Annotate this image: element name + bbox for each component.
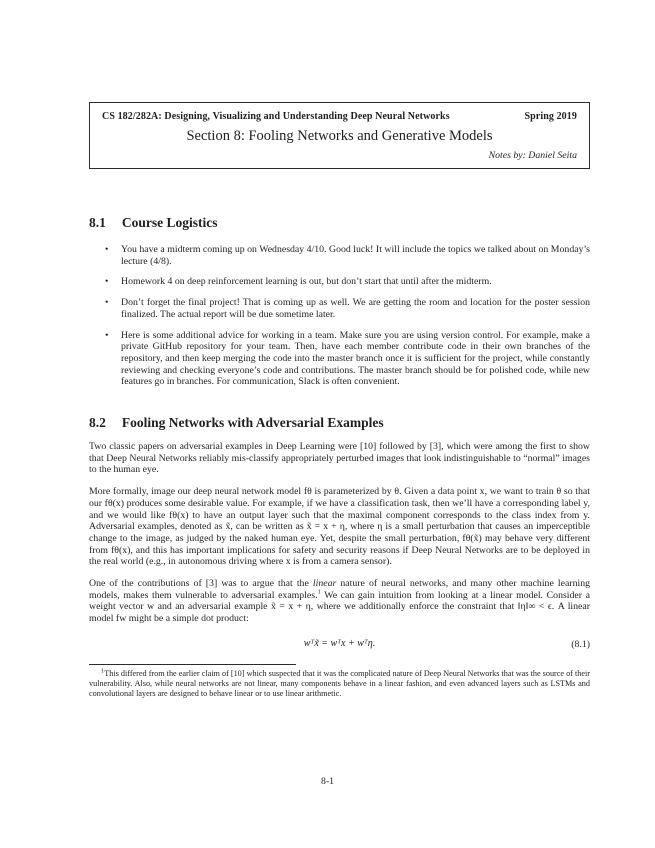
emphasis-linear: linear xyxy=(312,578,337,590)
term-label: Spring 2019 xyxy=(524,111,577,122)
bullet-icon: • xyxy=(105,244,109,255)
course-name: CS 182/282A: Designing, Visualizing and Understanding Deep Neural Networks xyxy=(102,111,450,122)
paragraph-linear-nature xyxy=(89,578,590,625)
footnote-marker-ref: 1 xyxy=(317,588,321,596)
bullet-icon: • xyxy=(105,329,109,341)
notes-byline: Notes by: Daniel Seita xyxy=(488,150,577,161)
bullet-icon: • xyxy=(105,276,109,288)
footnote-marker: 1 xyxy=(101,667,105,675)
footnote-body: This differed from the earlier claim of [10] which suspected that it was the complicated nature of Deep Neural Networks that was the source of their vulnerability. Also, while neural networks are not linear, many components behave in a linear fashion, and even advanced layers such as LSTMs and convolutional layers are designed to behave linear or to use linear arithmetic. xyxy=(89,668,590,698)
paragraph-classic-papers: Two classic papers on adversarial examples in Deep Learning were [10] followed by [3], which were among the first to show that Deep Neural Networks reliably mis-classify appropriately perturbed images that look indistinguishable to “normal” images to the human eye. xyxy=(89,441,590,476)
footnote-rule xyxy=(89,664,296,665)
page-number: 8-1 xyxy=(320,776,335,787)
header-box xyxy=(89,102,590,169)
section-title: Section 8: Fooling Networks and Generative Models xyxy=(186,128,493,144)
paragraph-formal-model: More formally, image our deep neural network model fθ is parameterized by θ. Given a data point x, we want to train θ so that our fθ(x) produces some desirable value. For example, if we have a classification task, then we’ll have a corresponding label y, and we would like fθ(x) to have an output layer such that the maximal component corresponds to the class index from y. Adversarial examples, denoted as x̃, can be written as x̃ = x + η, where η is a small perturbation that causes an imperceptible change to the image, as judged by the naked human eye. Yet, despite the small perturbation, fθ(x̃) may behave very different from fθ(x), and this has important implications for safety and security reasons if Deep Neural Networks are to be deployed in the real world (e.g., in autonomous driving where x is from a camera sensor). xyxy=(89,486,590,568)
equation-number: (8.1) xyxy=(571,638,590,650)
logistics-bullet-list xyxy=(89,244,590,388)
bullet-text-midterm: You have a midterm coming up on Wednesday 4/10. Good luck! It will include the topics we talked about on Monday’s lecture (4/8). xyxy=(121,244,590,267)
paragraph-segment: We can gain intuition from looking at a linear model. Consider a weight vector w and an adversarial example x̃ = x + η, where we additionally enforce the constraint that ‖η‖∞ < ϵ. A linear model fw might be a simple dot product: xyxy=(89,589,590,625)
heading-number: 8.2 xyxy=(89,415,106,431)
bullet-text-final-project: Don’t forget the final project! That is coming up as well. We are getting the room and location for the poster session finalized. The actual report will be due sometime later. xyxy=(121,297,590,320)
equation-body: wᵀx̃ = wᵀx + wᵀη. xyxy=(303,637,376,649)
bullet-text-homework: Homework 4 on deep reinforcement learning is out, but don’t start that until after the midterm. xyxy=(121,276,492,288)
list-item xyxy=(89,244,590,267)
paragraph-segment: nature of neural networks, and many other machine learning models, makes them vulnerable to adversarial examples. xyxy=(89,578,590,601)
paragraph-segment: One of the contributions of [3] was to argue that the xyxy=(89,578,313,590)
heading-course-logistics xyxy=(89,215,590,231)
heading-fooling-networks xyxy=(89,415,590,431)
header-course-row xyxy=(102,111,577,122)
bullet-text-team-advice: Here is some additional advice for working in a team. Make sure you are using version control. For example, make a private GitHub repository for your team. Then, have each member contribute code in their own branches of the repository, and then keep merging the code into the master branch once it is sufficient for the project, while constantly reviewing and checking everyone’s code and contributions. The master branch should be for polished code, while new features go in branches. For communication, Slack is often convenient. xyxy=(121,329,590,388)
heading-title: Fooling Networks with Adversarial Examples xyxy=(121,415,384,431)
equation-8-1 xyxy=(89,638,590,652)
footnote-area xyxy=(89,664,590,699)
list-item xyxy=(89,297,590,320)
heading-number: 8.1 xyxy=(89,215,106,230)
heading-title: Course Logistics xyxy=(121,215,218,230)
footnote-text xyxy=(89,669,590,699)
bullet-icon: • xyxy=(105,297,109,309)
list-item xyxy=(89,276,590,288)
document-content xyxy=(89,102,590,699)
list-item xyxy=(89,330,590,389)
